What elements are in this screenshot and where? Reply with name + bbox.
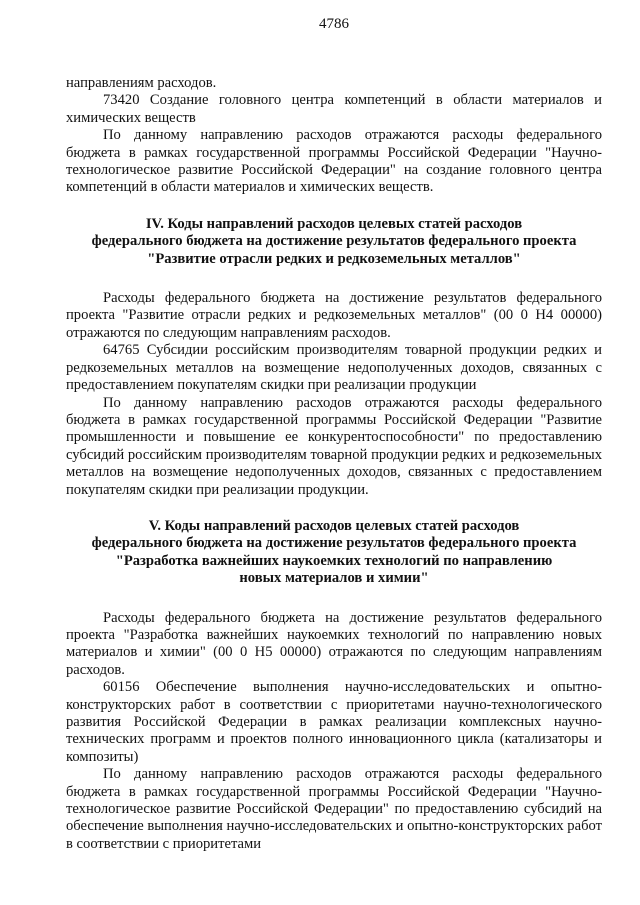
section-heading-v	[66, 518, 602, 588]
paragraph-60156-description: По данному направлению расходов отражаются расходы федерального бюджета в рамках государственной программы Российской Федерации "Научно-технологическое развитие Российской Федерации" по предоставлению субсидий на обеспечение выполнения научно-исследовательских и опытно-конструкторских работ в соответствии с приоритетами	[66, 766, 602, 852]
paragraph-64765-description: По данному направлению расходов отражаются расходы федерального бюджета в рамках государственной программы Российской Федерации "Развитие промышленности и повышение ее конкурентоспособности" по предоставлению субсидий российским производителям товарной продукции редких и редкоземельных металлов на возмещение недополученных доходов, связанных с предоставлением покупателям скидки при реализации продукции.	[66, 394, 602, 498]
section-heading-iv	[66, 216, 602, 268]
section-heading-v-line-2: федерального бюджета на достижение результатов федерального проекта	[91, 535, 577, 552]
section-heading-iv-line-3: "Развитие отрасли редких и редкоземельных металлов"	[147, 250, 521, 267]
paragraph-section-v-intro: Расходы федерального бюджета на достижение результатов федерального проекта "Разработка важнейших наукоемких технологий по направлению новых материалов и химии" (00 0 Н5 00000) отражаются по следующим направлениям расходов.	[66, 609, 602, 678]
section-heading-v-line-3: "Разработка важнейших наукоемких технологий по направлению	[115, 552, 553, 569]
page-number: 4786	[319, 16, 349, 32]
paragraph-code-64765: 64765 Субсидии российским производителям товарной продукции редких и редкоземельных металлов на возмещение недополученных доходов, связанных с предоставлением покупателям скидки при реализации продукции	[66, 342, 602, 394]
paragraph-section-iv-intro: Расходы федерального бюджета на достижение результатов федерального проекта "Развитие отрасли редких и редкоземельных металлов" (00 0 Н4 00000) отражаются по следующим направлениям расходов.	[66, 290, 602, 341]
paragraph-code-73420: 73420 Создание головного центра компетенций в области материалов и химических веществ	[66, 92, 602, 126]
section-heading-v-line-1: V. Коды направлений расходов целевых статей расходов	[148, 517, 520, 534]
document-body	[66, 75, 602, 853]
section-heading-iv-line-1: IV. Коды направлений расходов целевых статей расходов	[145, 215, 523, 232]
paragraph-continuation: направлениям расходов.	[66, 75, 217, 91]
section-heading-v-line-4: новых материалов и химии"	[239, 570, 429, 587]
paragraph-73420-description: По данному направлению расходов отражаются расходы федерального бюджета в рамках государственной программы Российской Федерации "Научно-технологическое развитие Российской Федерации" на создание головного центра компетенций в области материалов и химических веществ.	[66, 127, 602, 196]
section-heading-iv-line-2: федерального бюджета на достижение результатов федерального проекта	[91, 233, 577, 250]
paragraph-code-60156: 60156 Обеспечение выполнения научно-исследовательских и опытно-конструкторских работ в соответствии с приоритетами научно-технологического развития Российской Федерации в рамках реализации комплексных научно-технических программ и проектов полного инновационного цикла (катализаторы и композиты)	[66, 679, 602, 765]
